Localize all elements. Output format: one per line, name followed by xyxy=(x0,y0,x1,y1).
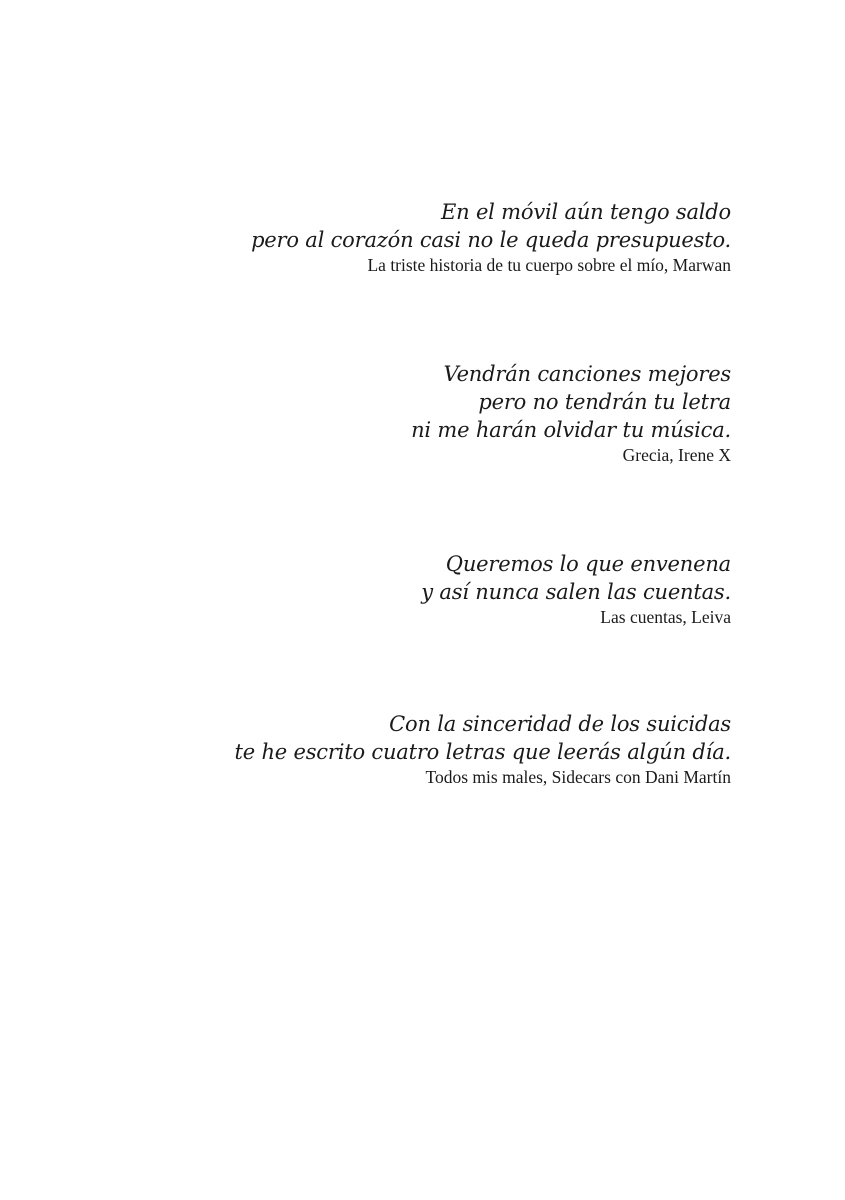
verse-line: Con la sinceridad de los suicidas xyxy=(389,712,731,736)
epigraph-1 xyxy=(251,198,731,276)
epigraph-source: Grecia, Irene X xyxy=(622,445,731,465)
verse-line: y así nunca salen las cuentas. xyxy=(421,580,731,604)
epigraph-2 xyxy=(411,360,731,466)
verse-line: pero no tendrán tu letra xyxy=(478,390,731,414)
epigraph-source: La triste historia de tu cuerpo sobre el mío, Marwan xyxy=(367,255,731,275)
verse-line: Vendrán canciones mejores xyxy=(443,362,731,386)
verse-line: pero al corazón casi no le queda presupuesto. xyxy=(251,228,731,252)
epigraph-4 xyxy=(235,710,731,788)
verse-line: En el móvil aún tengo saldo xyxy=(441,200,731,224)
verse-line: ni me harán olvidar tu música. xyxy=(411,418,731,442)
epigraph-3 xyxy=(421,550,731,628)
verse-line: te he escrito cuatro letras que leerás algún día. xyxy=(234,740,731,764)
epigraph-source: Todos mis males, Sidecars con Dani Martín xyxy=(425,767,731,787)
verse-line: Queremos lo que envenena xyxy=(445,552,731,576)
epigraph-source: Las cuentas, Leiva xyxy=(600,607,731,627)
